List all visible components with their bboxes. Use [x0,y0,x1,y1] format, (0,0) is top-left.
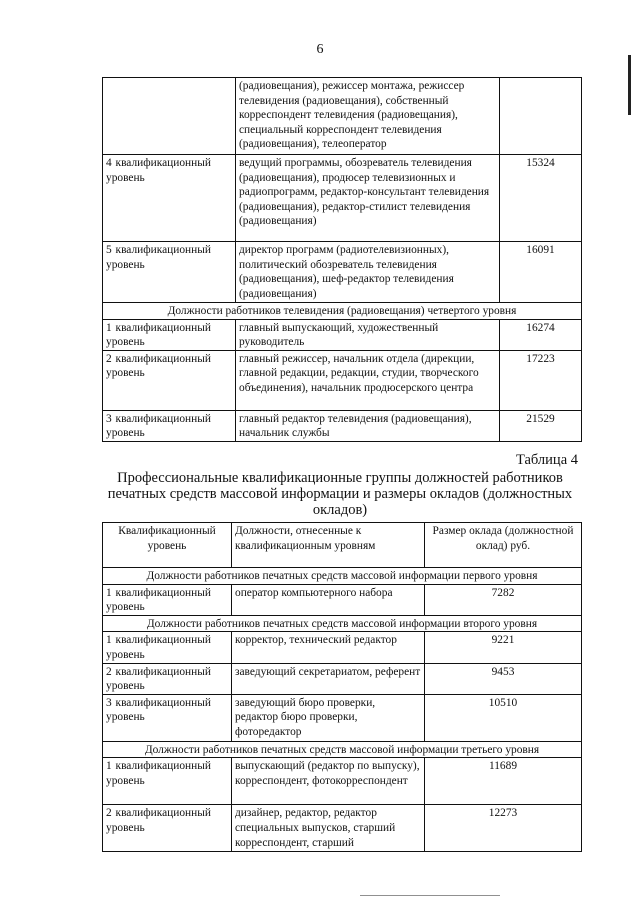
table-row [103,663,582,694]
header-row [103,523,582,568]
table-4 [102,522,582,852]
header-level: Квалификационный уровень [103,523,232,568]
table-4-label: Таблица 4 [515,452,578,468]
level-cell: 1 квалификационный уровень [103,632,232,663]
section-row [103,303,582,320]
salary-cell [500,78,582,155]
header-salary: Размер оклада (должностной оклад) руб. [425,523,582,568]
positions-cell: директор программ (радиотелевизионных), политический обозреватель телевидения (радиовещания), шеф-редактор телевидения (радиовещания) [236,242,500,303]
level-cell: 5 квалификационный уровень [103,242,236,303]
salary-cell: 9221 [425,632,582,663]
positions-cell: главный режиссер, начальник отдела (дирекции, главной редакции, редакции, студии, творческого объединения), начальник продюсерского центра [236,350,500,410]
table-row [103,694,582,741]
table-row [103,632,582,663]
section-heading: Должности работников печатных средств массовой информации первого уровня [103,568,582,585]
salary-cell: 16274 [500,319,582,350]
section-row [103,741,582,758]
salary-cell: 12273 [425,805,582,852]
section-row [103,615,582,632]
level-cell: 2 квалификационный уровень [103,663,232,694]
section-heading: Должности работников телевидения (радиовещания) четвертого уровня [103,303,582,320]
salary-cell: 17223 [500,350,582,410]
salary-cell: 21529 [500,410,582,441]
salary-cell: 11689 [425,758,582,805]
positions-cell: дизайнер, редактор, редактор специальных выпусков, старший корреспондент, старший [232,805,425,852]
section-heading: Должности работников печатных средств массовой информации второго уровня [103,615,582,632]
salary-cell: 7282 [425,584,582,615]
salary-cell: 10510 [425,694,582,741]
salary-cell: 16091 [500,242,582,303]
section-row [103,568,582,585]
positions-cell: оператор компьютерного набора [232,584,425,615]
level-cell: 2 квалификационный уровень [103,350,236,410]
scan-edge-mark [360,895,500,896]
level-cell: 1 квалификационный уровень [103,319,236,350]
level-cell: 3 квалификационный уровень [103,410,236,441]
positions-cell: главный редактор телевидения (радиовещания), начальник службы [236,410,500,441]
salary-cell: 15324 [500,155,582,242]
positions-cell: заведующий секретариатом, референт [232,663,425,694]
level-cell [103,78,236,155]
page-number: 6 [316,42,324,57]
level-cell: 2 квалификационный уровень [103,805,232,852]
positions-cell: корректор, технический редактор [232,632,425,663]
table-row [103,410,582,441]
level-cell: 4 квалификационный уровень [103,155,236,242]
positions-cell: заведующий бюро проверки, редактор бюро проверки, фоторедактор [232,694,425,741]
table-row [103,805,582,852]
level-cell: 1 квалификационный уровень [103,584,232,615]
table-row [103,155,582,242]
section-heading: Должности работников печатных средств массовой информации третьего уровня [103,741,582,758]
level-cell: 3 квалификационный уровень [103,694,232,741]
table-row [103,319,582,350]
positions-cell: выпускающий (редактор по выпуску), корреспондент, фотокорреспондент [232,758,425,805]
positions-cell: ведущий программы, обозреватель телевидения (радиовещания), продюсер телевизионных и радиопрограмм, редактор-консультант телевидения (радиовещания), редактор-стилист телевидения (радиовещания) [236,155,500,242]
table-row [103,584,582,615]
table-3-continuation [102,77,582,442]
salary-cell: 9453 [425,663,582,694]
table-row [103,242,582,303]
header-positions: Должности, отнесенные к квалификационным уровням [232,523,425,568]
table-row [103,350,582,410]
table-4-title: Профессиональные квалификационные группы должностей работников печатных средств массовой информации и размеры окладов (должностных окладов) [107,470,573,518]
table-row [103,758,582,805]
level-cell: 1 квалификационный уровень [103,758,232,805]
scan-edge-mark [628,55,631,115]
positions-cell: главный выпускающий, художественный руководитель [236,319,500,350]
positions-cell: (радиовещания), режиссер монтажа, режиссер телевидения (радиовещания), собственный корреспондент телевидения (радиовещания), специальный корреспондент телевидения (радиовещания), телеоператор [236,78,500,155]
table-row [103,78,582,155]
